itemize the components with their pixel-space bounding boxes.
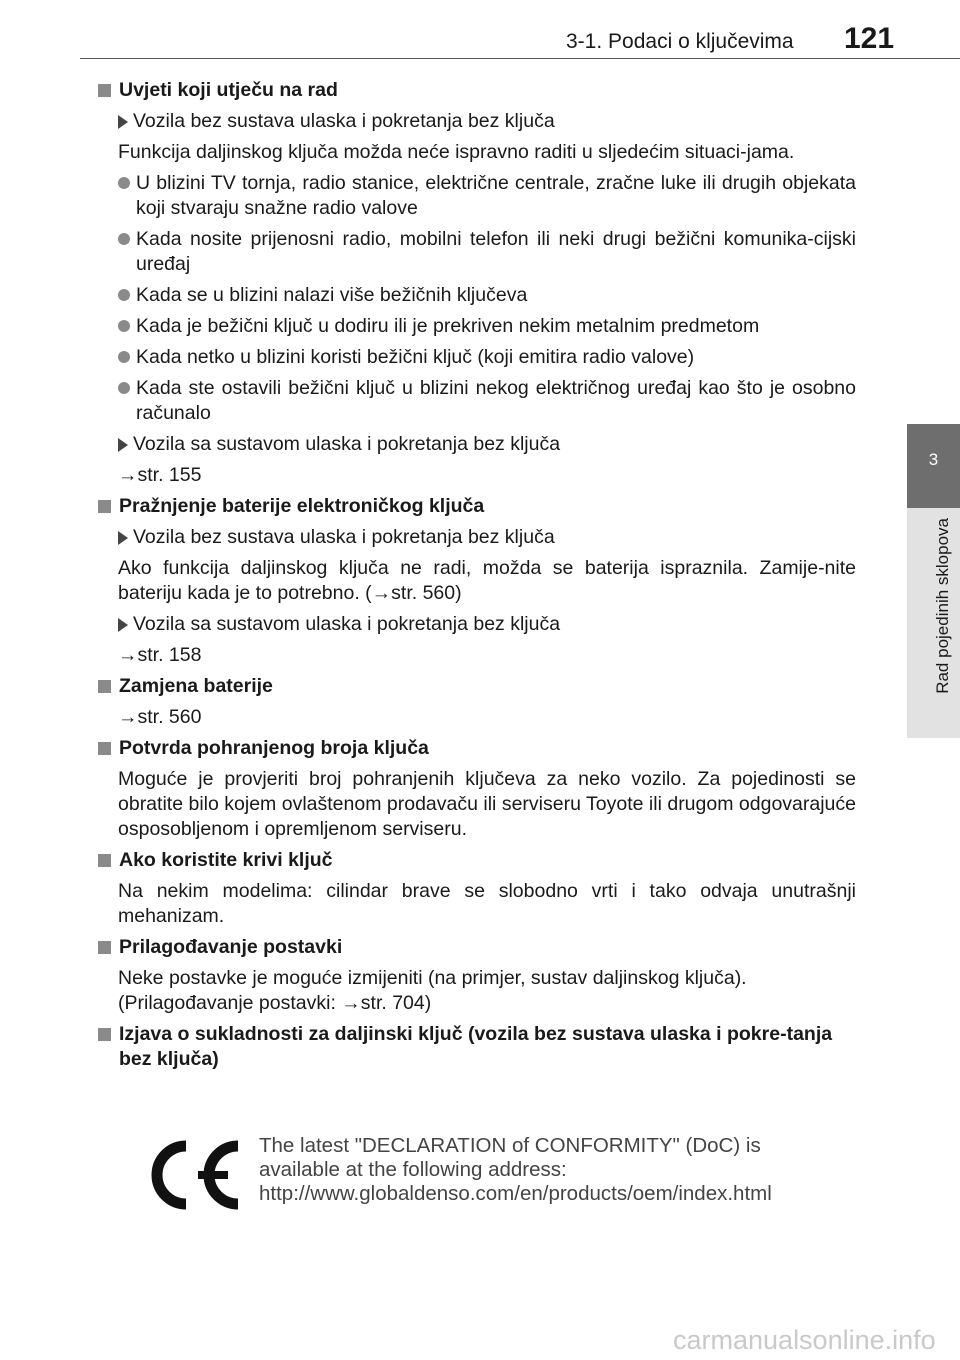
circle-bullet-icon	[118, 320, 130, 332]
triangle-bullet-icon	[118, 438, 128, 452]
list-item	[96, 283, 856, 308]
subheading-text: Vozila sa sustavom ulaska i pokretanja bez ključa	[133, 433, 561, 455]
heading-text: Izjava o sukladnosti za daljinski ključ (vozila bez sustava ulaska i pokre-tanja bez ključa)	[119, 1023, 833, 1070]
circle-bullet-icon	[118, 382, 130, 394]
heading-text: Potvrda pohranjenog broja ključa	[119, 737, 429, 759]
declaration-url: http://www.globaldenso.com/en/products/oem/index.html	[259, 1182, 772, 1205]
chapter-tab	[907, 424, 960, 508]
ce-mark-c	[157, 1146, 186, 1204]
paragraph: Neke postavke je moguće izmijeniti (na primjer, sustav daljinskog ključa).	[118, 967, 747, 989]
section-heading	[96, 848, 856, 873]
paragraph: Na nekim modelima: cilindar brave se slobodno vrti i tako odvaja unutrašnji mehanizam.	[118, 880, 856, 927]
page-reference: →str. 155	[118, 464, 202, 486]
chapter-band	[907, 508, 960, 738]
circle-bullet-icon	[118, 233, 130, 245]
square-bullet-icon	[98, 854, 111, 867]
square-bullet-icon	[98, 1028, 111, 1041]
header-section-title: 3-1. Podaci o ključevima	[566, 30, 794, 53]
heading-text: Pražnjenje baterije elektroničkog ključa	[119, 495, 485, 517]
square-bullet-icon	[98, 84, 111, 97]
heading-text: Prilagođavanje postavki	[119, 936, 343, 958]
list-item-text: Kada se u blizini nalazi više bežičnih ključeva	[136, 284, 528, 306]
square-bullet-icon	[98, 500, 111, 513]
section-heading	[96, 674, 856, 699]
heading-text: Ako koristite krivi ključ	[119, 849, 333, 871]
list-item-text: Kada ste ostavili bežični ključ u blizini nekog električnog uređaj kao što je osobno računalo	[136, 377, 856, 424]
heading-text: Zamjena baterije	[119, 675, 273, 697]
section-heading	[96, 736, 856, 761]
page-content	[96, 78, 856, 1078]
paragraph: Ako funkcija daljinskog ključa ne radi, možda se baterija ispraznila. Zamije-nite bateriju kada je to potrebno. (→str. 560)	[118, 557, 856, 604]
header-rule	[80, 58, 960, 59]
triangle-bullet-icon	[118, 531, 128, 545]
square-bullet-icon	[98, 941, 111, 954]
list-item-text: U blizini TV tornja, radio stanice, električne centrale, zračne luke ili drugih objekata koji stvaraju snažne radio valove	[136, 172, 856, 219]
subheading-text: Vozila sa sustavom ulaska i pokretanja bez ključa	[133, 613, 561, 635]
square-bullet-icon	[98, 680, 111, 693]
list-item-text: Kada nosite prijenosni radio, mobilni telefon ili neki drugi bežični komunika-cijski uređaj	[136, 228, 856, 275]
watermark: carmanualsonline.info	[673, 1325, 936, 1355]
list-item-text: Kada netko u blizini koristi bežični ključ (koji emitira radio valove)	[136, 346, 695, 368]
section-heading	[96, 1022, 856, 1072]
paragraph: Funkcija daljinskog ključa možda neće ispravno raditi u sljedećim situaci-jama.	[118, 141, 795, 163]
list-item	[96, 345, 856, 370]
triangle-bullet-icon	[118, 115, 128, 129]
declaration-text	[259, 1134, 772, 1206]
heading-text: Uvjeti koji utječu na rad	[119, 79, 338, 101]
chapter-number: 3	[928, 450, 939, 469]
page-reference: →str. 158	[118, 644, 202, 666]
list-item	[96, 171, 856, 221]
subheading-text: Vozila bez sustava ulaska i pokretanja bez ključa	[133, 110, 555, 132]
square-bullet-icon	[98, 742, 111, 755]
list-item	[96, 227, 856, 277]
section-heading	[96, 494, 856, 519]
list-item	[96, 376, 856, 426]
section-heading	[96, 935, 856, 960]
declaration-line: available at the following address:	[259, 1158, 567, 1181]
list-item	[96, 314, 856, 339]
paragraph: (Prilagođavanje postavki: →str. 704)	[118, 992, 432, 1014]
chapter-label: Rad pojedinih sklopova	[933, 518, 952, 694]
subheading	[96, 432, 856, 457]
paragraph: Moguće je provjeriti broj pohranjenih ključeva za neko vozilo. Za pojedinosti se obratite bilo kojem ovlaštenom prodavaču ili serviseru Toyote ili drugom odgovarajuće osposobljenom i opremljenom serviseru.	[118, 768, 856, 840]
circle-bullet-icon	[118, 351, 130, 363]
triangle-bullet-icon	[118, 618, 128, 632]
subheading	[96, 109, 856, 134]
circle-bullet-icon	[118, 177, 130, 189]
circle-bullet-icon	[118, 289, 130, 301]
list-item-text: Kada je bežični ključ u dodiru ili je prekriven nekim metalnim predmetom	[136, 315, 760, 337]
subheading-text: Vozila bez sustava ulaska i pokretanja bez ključa	[133, 526, 555, 548]
subheading	[96, 612, 856, 637]
subheading	[96, 525, 856, 550]
ce-mark-e-bar	[198, 1171, 228, 1179]
declaration-line: The latest "DECLARATION of CONFORMITY" (DoC) is	[259, 1134, 761, 1157]
page-reference: →str. 560	[118, 706, 202, 728]
page-number: 121	[844, 22, 895, 55]
section-heading	[96, 78, 856, 103]
ce-mark-icon	[138, 1140, 242, 1210]
